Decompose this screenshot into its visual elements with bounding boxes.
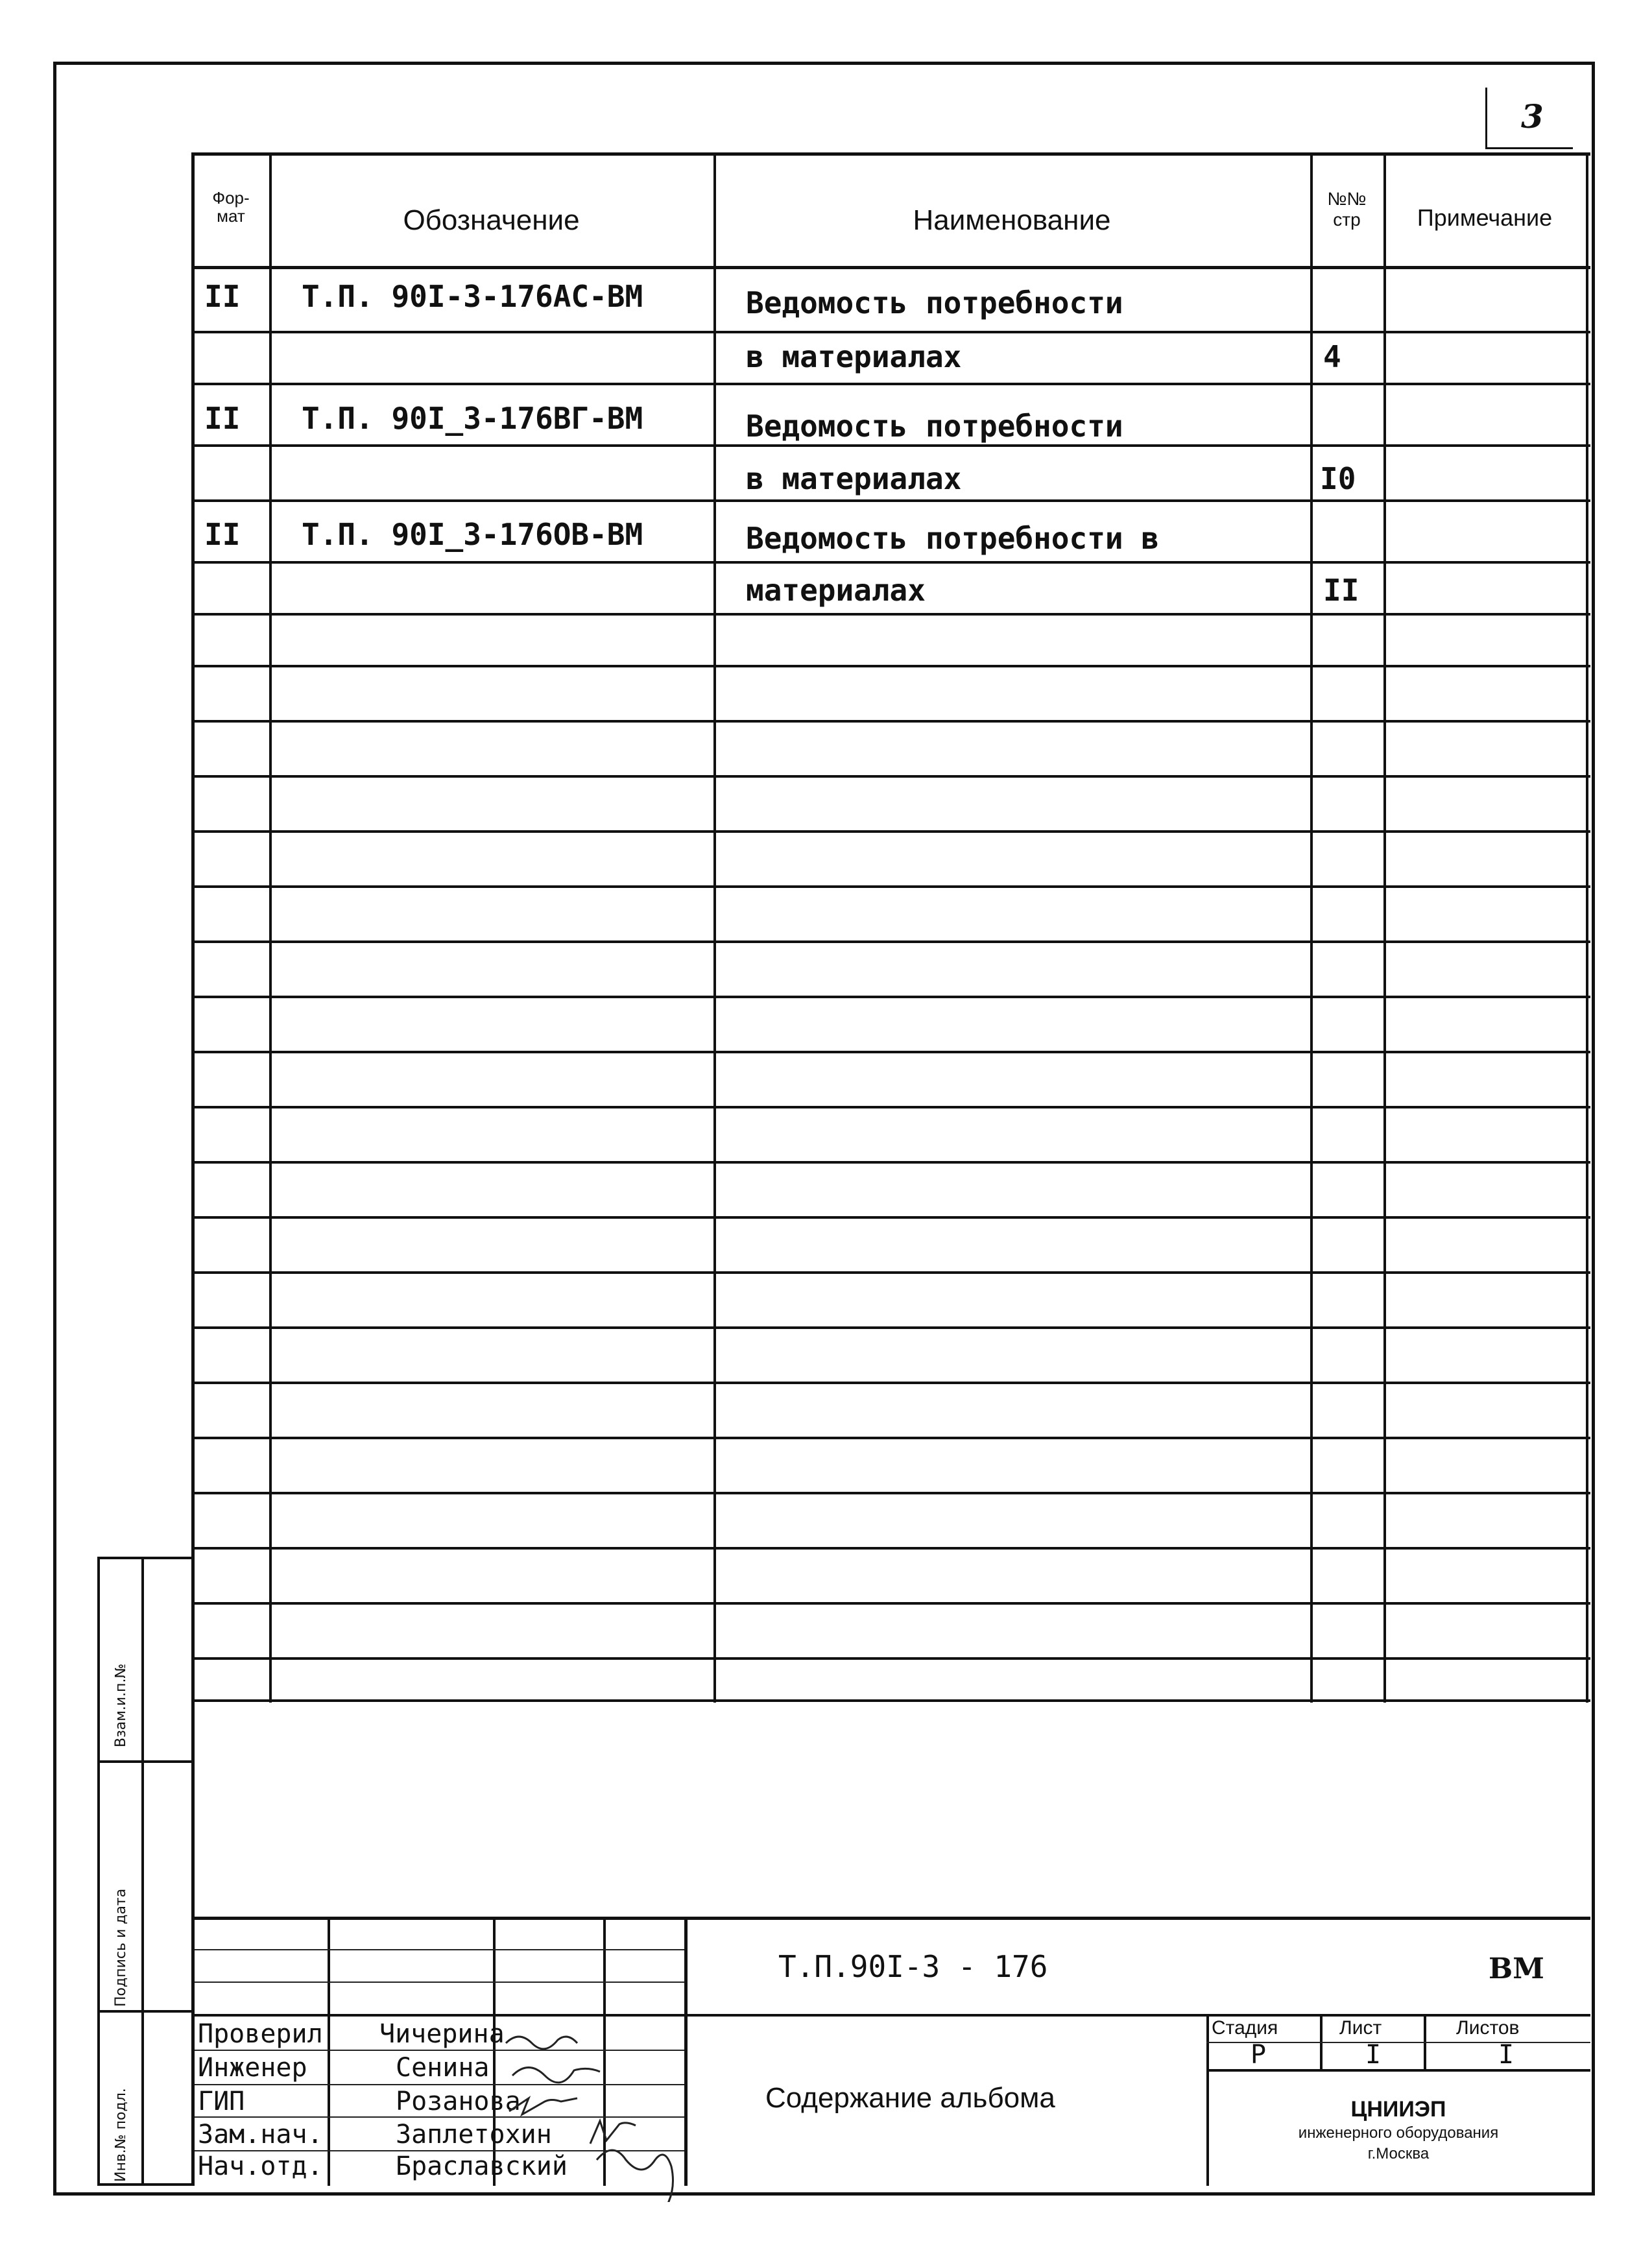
- row-5-designation: Т.П. 90I_3-176ОВ-ВМ: [302, 517, 643, 552]
- row-6-name: материалах: [746, 573, 926, 608]
- header-designation: Обозначение: [403, 204, 580, 236]
- signatory-1-role: Проверил: [198, 2019, 323, 2049]
- signatory-3-role: ГИП: [198, 2087, 245, 2116]
- table-row-line: [191, 665, 1590, 667]
- org-name: ЦНИИЭП: [1350, 2097, 1446, 2122]
- header-name: Наименование: [913, 204, 1111, 236]
- contents-table: [191, 152, 1590, 1703]
- sheets-label: Листов: [1456, 2017, 1520, 2039]
- org-subtitle: инженерного оборудования: [1298, 2124, 1499, 2142]
- table-row-line: [191, 1699, 1590, 1702]
- table-row-line: [191, 331, 1590, 333]
- row-2-page: 4: [1323, 339, 1341, 374]
- row-1-format: II: [204, 279, 241, 314]
- row-3-name: Ведомость потребности: [746, 409, 1123, 444]
- table-row-line: [191, 775, 1590, 778]
- sheet-value: I: [1365, 2040, 1382, 2070]
- signatory-2-name: Сенина: [396, 2053, 490, 2083]
- title-block: [195, 1917, 1590, 2186]
- signatory-5-role: Нач.отд.: [198, 2151, 323, 2181]
- stage-label: Стадия: [1212, 2017, 1278, 2039]
- table-row-line: [191, 940, 1590, 943]
- table-row-line: [191, 1657, 1590, 1660]
- header-note: Примечание: [1417, 204, 1553, 231]
- table-row-line: [191, 720, 1590, 723]
- table-row-line: [191, 499, 1590, 502]
- row-3-designation: Т.П. 90I_3-176ВГ-ВМ: [302, 401, 643, 436]
- table-row-line: [191, 1602, 1590, 1605]
- table-row-line: [191, 1051, 1590, 1053]
- signatory-3-name: Розанова: [396, 2087, 521, 2116]
- table-row-line: [191, 1382, 1590, 1384]
- table-row-line: [191, 885, 1590, 888]
- table-row-line: [191, 996, 1590, 998]
- signatures-drawing: [493, 2014, 713, 2202]
- row-6-page: II: [1323, 573, 1359, 608]
- signatory-4-name: Заплетохин: [396, 2120, 552, 2149]
- table-row-line: [191, 1326, 1590, 1329]
- table-row-line: [191, 1161, 1590, 1164]
- document-code: Т.П.90I-3 - 176: [778, 1949, 1048, 1984]
- document-mark: ВМ: [1489, 1952, 1544, 1985]
- table-row-line: [191, 561, 1590, 564]
- row-3-format: II: [204, 401, 241, 436]
- table-row-line: [191, 1547, 1590, 1550]
- table-row-line: [191, 613, 1590, 616]
- side-stamp-original-inv: Инв.№ подл.: [113, 2088, 129, 2182]
- row-2-name: в материалах: [746, 339, 962, 374]
- signatory-1-name: Чичерина: [379, 2019, 505, 2049]
- org-city: г.Москва: [1367, 2145, 1430, 2162]
- row-5-format: II: [204, 517, 241, 552]
- table-row-line: [191, 1106, 1590, 1108]
- table-row-line: [191, 1271, 1590, 1274]
- table-row-line: [191, 383, 1590, 385]
- header-page: №№ стр: [1327, 189, 1367, 230]
- table-row-line: [191, 1437, 1590, 1439]
- side-stamp: [97, 1557, 195, 2186]
- table-row-line: [191, 1492, 1590, 1494]
- stage-value: Р: [1251, 2040, 1267, 2070]
- sheet-label: Лист: [1339, 2017, 1382, 2039]
- table-row-line: [191, 1216, 1590, 1219]
- signatory-2-role: Инженер: [198, 2053, 307, 2083]
- row-5-name: Ведомость потребности в: [746, 521, 1159, 556]
- document-title: Содержание альбома: [765, 2082, 1055, 2114]
- row-4-name: в материалах: [746, 461, 962, 496]
- sheet-number: 3: [1521, 97, 1544, 136]
- row-1-name: Ведомость потребности: [746, 285, 1123, 320]
- side-stamp-replaced-inv: Взам.и.п.№: [113, 1663, 129, 1747]
- row-4-page: I0: [1320, 461, 1356, 496]
- signatory-4-role: Зам.нач.: [198, 2120, 323, 2149]
- row-1-designation: Т.П. 90I-3-176АС-ВМ: [302, 279, 643, 314]
- table-row-line: [191, 444, 1590, 447]
- table-row-line: [191, 830, 1590, 833]
- sheets-value: I: [1498, 2040, 1514, 2070]
- side-stamp-signature-date: Подпись и дата: [113, 1888, 129, 2007]
- signatory-5-name: Браславский: [396, 2151, 568, 2181]
- header-format: Фор- мат: [212, 188, 250, 226]
